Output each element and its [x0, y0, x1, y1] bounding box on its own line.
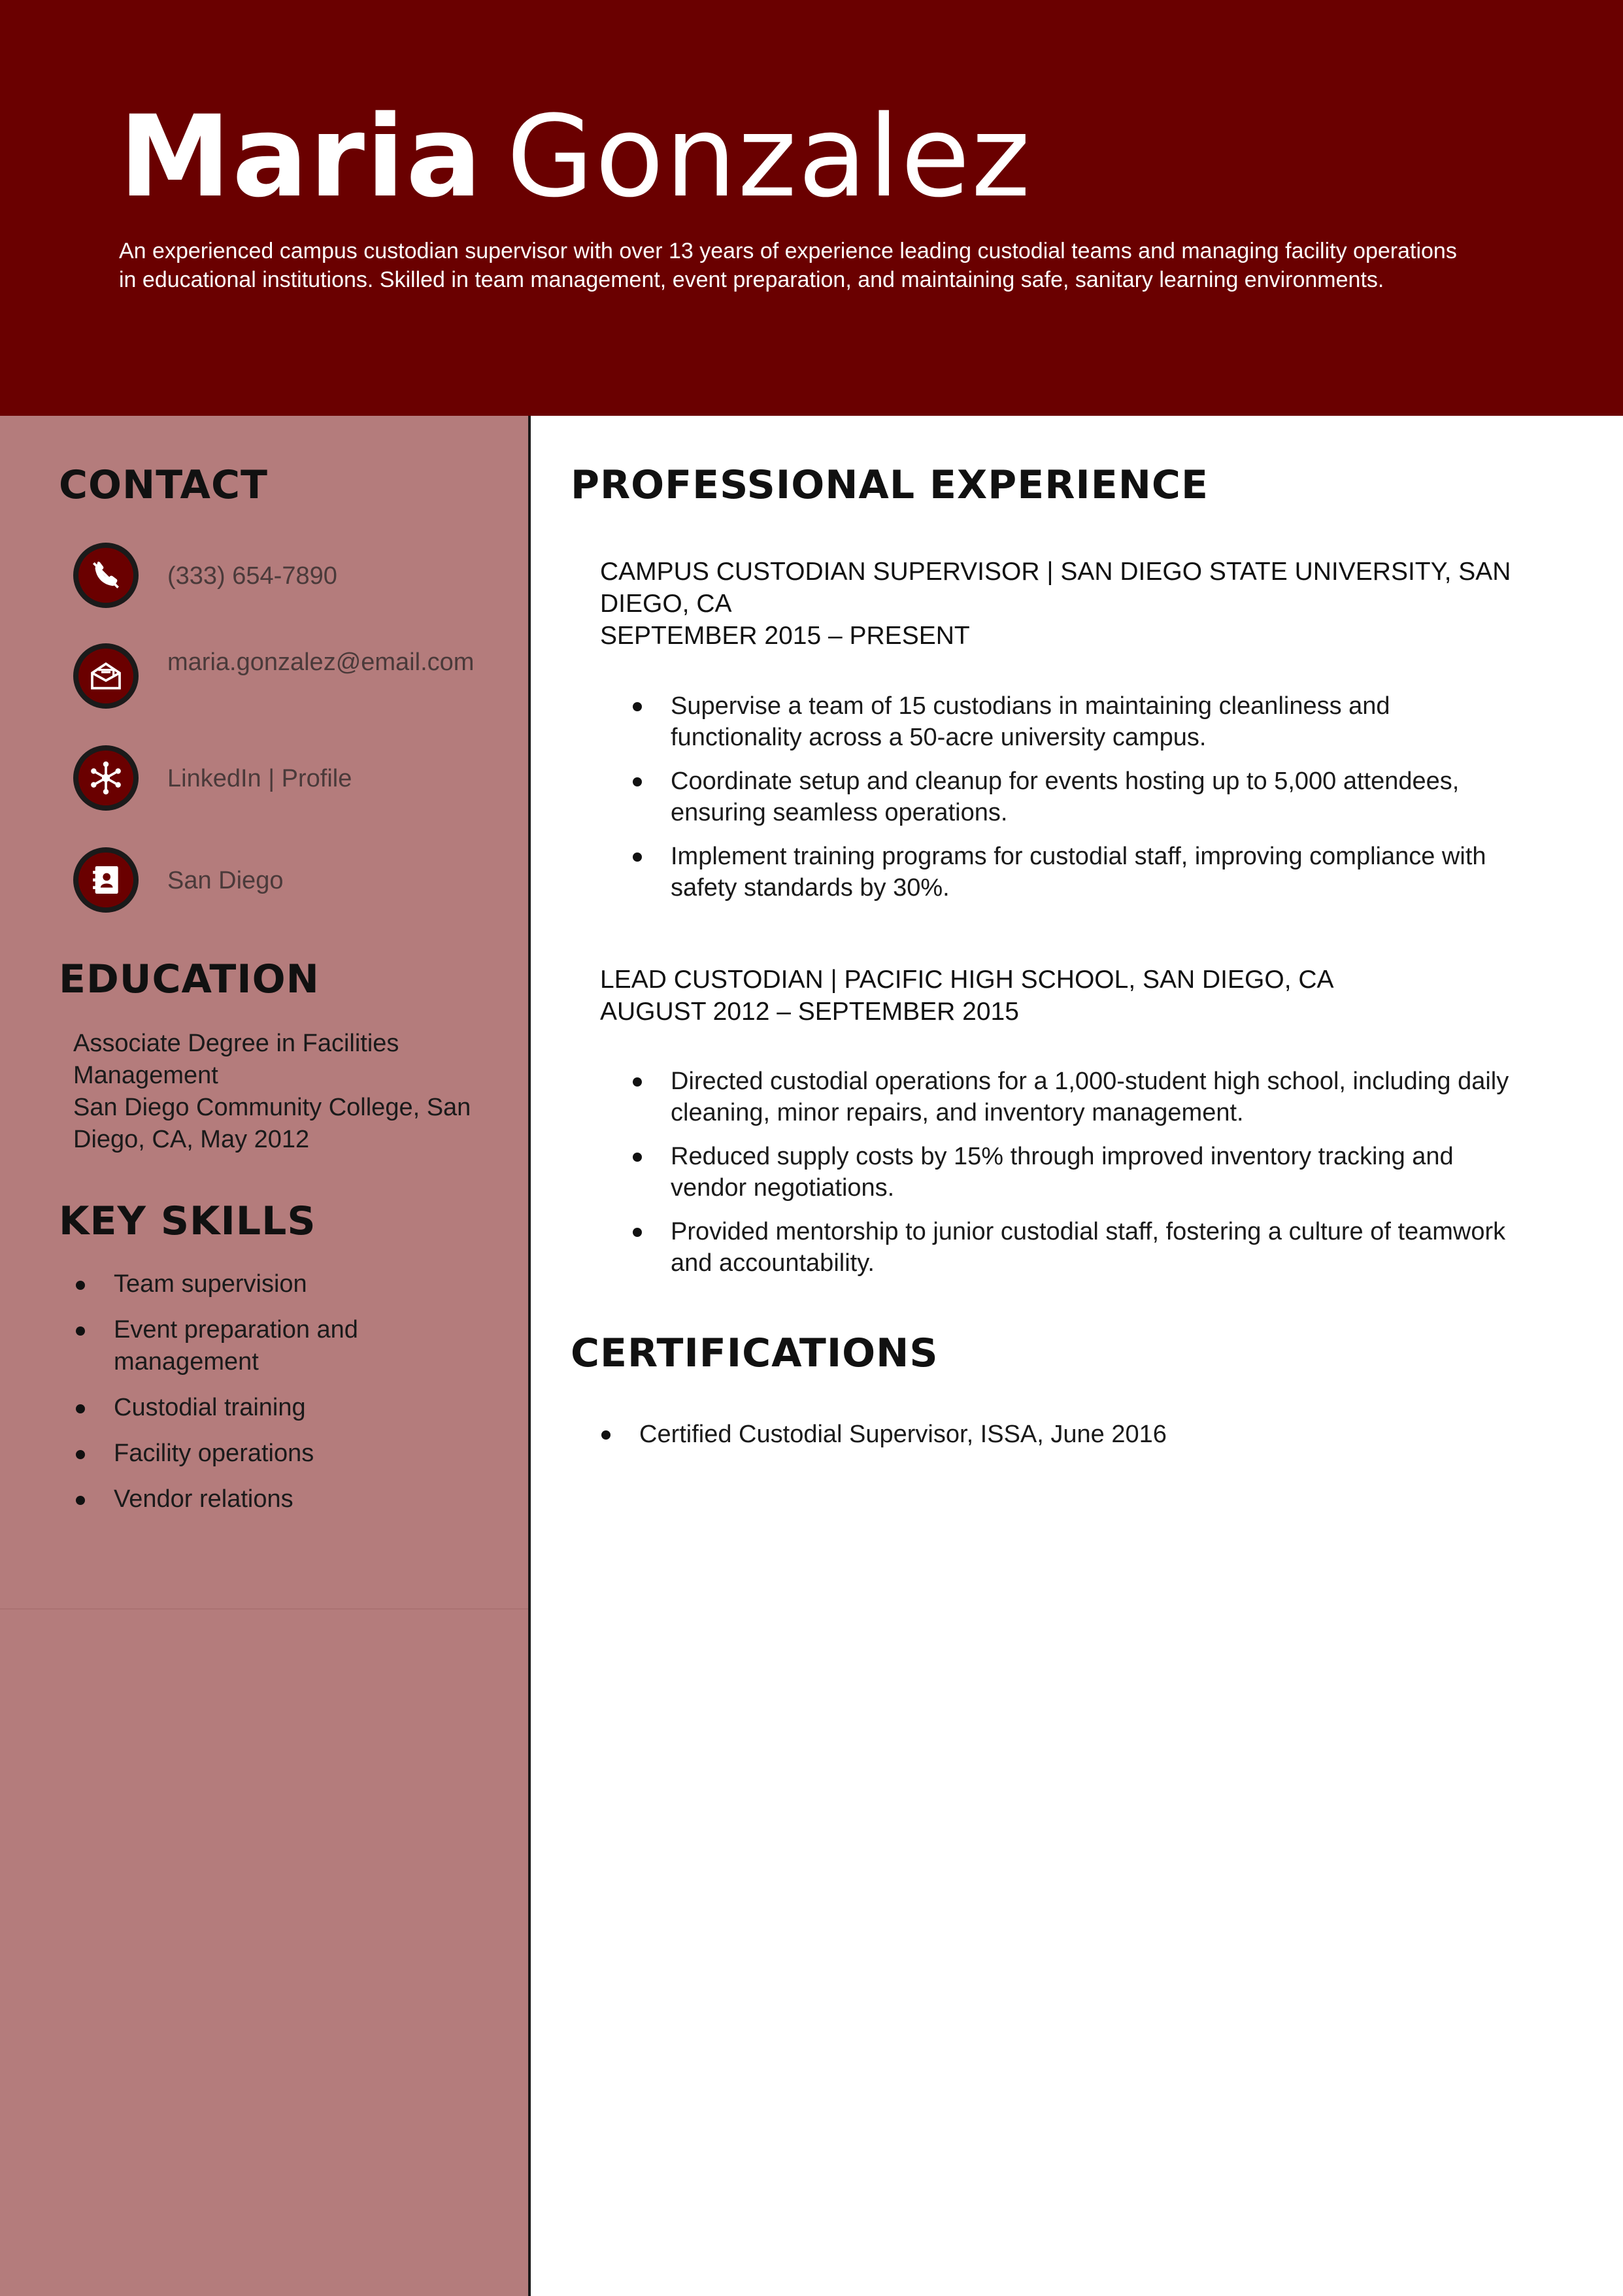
first-name: Maria	[119, 91, 484, 222]
contact-title: CONTACT	[59, 462, 268, 508]
list-item: Event preparation and management	[73, 1314, 492, 1378]
skills-list	[73, 1268, 492, 1529]
phone-text[interactable]: (333) 654-7890	[167, 562, 337, 590]
job-1-bullets	[633, 690, 1522, 916]
contact-email	[73, 643, 492, 717]
email-text[interactable]: maria.gonzalez@email.com	[167, 649, 475, 676]
education-school: San Diego Community College, San Diego, CA, May 2012	[73, 1094, 471, 1153]
job-entry-2	[600, 964, 1528, 1028]
list-item: Supervise a team of 15 custodians in maintaining cleanliness and functionality across a 50-acre university campus.	[633, 690, 1522, 753]
profile-summary: An experienced campus custodian supervisor with over 13 years of experience leading custodial teams and managing facility operations in educational institutions. Skilled in team management, event preparation, and maintaining safe, sanitary learning environments.	[119, 239, 1457, 292]
location-text: San Diego	[167, 867, 284, 894]
network-icon	[73, 745, 139, 811]
list-item: Reduced supply costs by 15% through improved inventory tracking and vendor negotiations.	[633, 1141, 1522, 1204]
list-item: Custodial training	[73, 1392, 492, 1424]
email-icon	[73, 643, 139, 709]
contact-phone	[73, 543, 492, 616]
list-item: Facility operations	[73, 1438, 492, 1470]
list-item: Implement training programs for custodial staff, improving compliance with safety standards by 30%.	[633, 841, 1522, 903]
skills-title: KEY SKILLS	[59, 1198, 316, 1244]
list-item: Certified Custodial Supervisor, ISSA, June 2016	[601, 1419, 1490, 1450]
list-item: Team supervision	[73, 1268, 492, 1300]
job-heading: CAMPUS CUSTODIAN SUPERVISOR | SAN DIEGO STATE UNIVERSITY, SAN DIEGO, CA	[600, 558, 1511, 618]
phone-icon	[73, 543, 139, 608]
list-item: Vendor relations	[73, 1483, 492, 1515]
job-dates: SEPTEMBER 2015 – PRESENT	[600, 622, 970, 650]
education-title: EDUCATION	[59, 956, 320, 1002]
list-item: Coordinate setup and cleanup for events hosting up to 5,000 attendees, ensuring seamless operations.	[633, 766, 1522, 828]
job-heading: LEAD CUSTODIAN | PACIFIC HIGH SCHOOL, SAN DIEGO, CA	[600, 966, 1334, 994]
job-dates: AUGUST 2012 – SEPTEMBER 2015	[600, 998, 1019, 1026]
list-item: Directed custodial operations for a 1,000-student high school, including daily cleaning, minor repairs, and inventory management.	[633, 1066, 1522, 1128]
resume-header	[0, 0, 1623, 416]
candidate-name	[119, 92, 1031, 222]
contact-linkedin	[73, 745, 492, 819]
contact-card-icon	[73, 847, 139, 913]
linkedin-text[interactable]: LinkedIn | Profile	[167, 765, 352, 792]
job-2-bullets	[633, 1066, 1522, 1291]
experience-title: PROFESSIONAL EXPERIENCE	[571, 462, 1209, 508]
last-name: Gonzalez	[507, 91, 1032, 222]
education-degree: Associate Degree in Facilities Management	[73, 1030, 399, 1089]
sidebar-divider	[0, 1608, 528, 1610]
contact-location	[73, 847, 492, 920]
education-entry	[73, 1028, 492, 1156]
certifications-list	[601, 1419, 1490, 1462]
job-entry-1	[600, 556, 1528, 652]
certifications-title: CERTIFICATIONS	[571, 1330, 939, 1376]
list-item: Provided mentorship to junior custodial staff, fostering a culture of teamwork and accountability.	[633, 1216, 1522, 1279]
